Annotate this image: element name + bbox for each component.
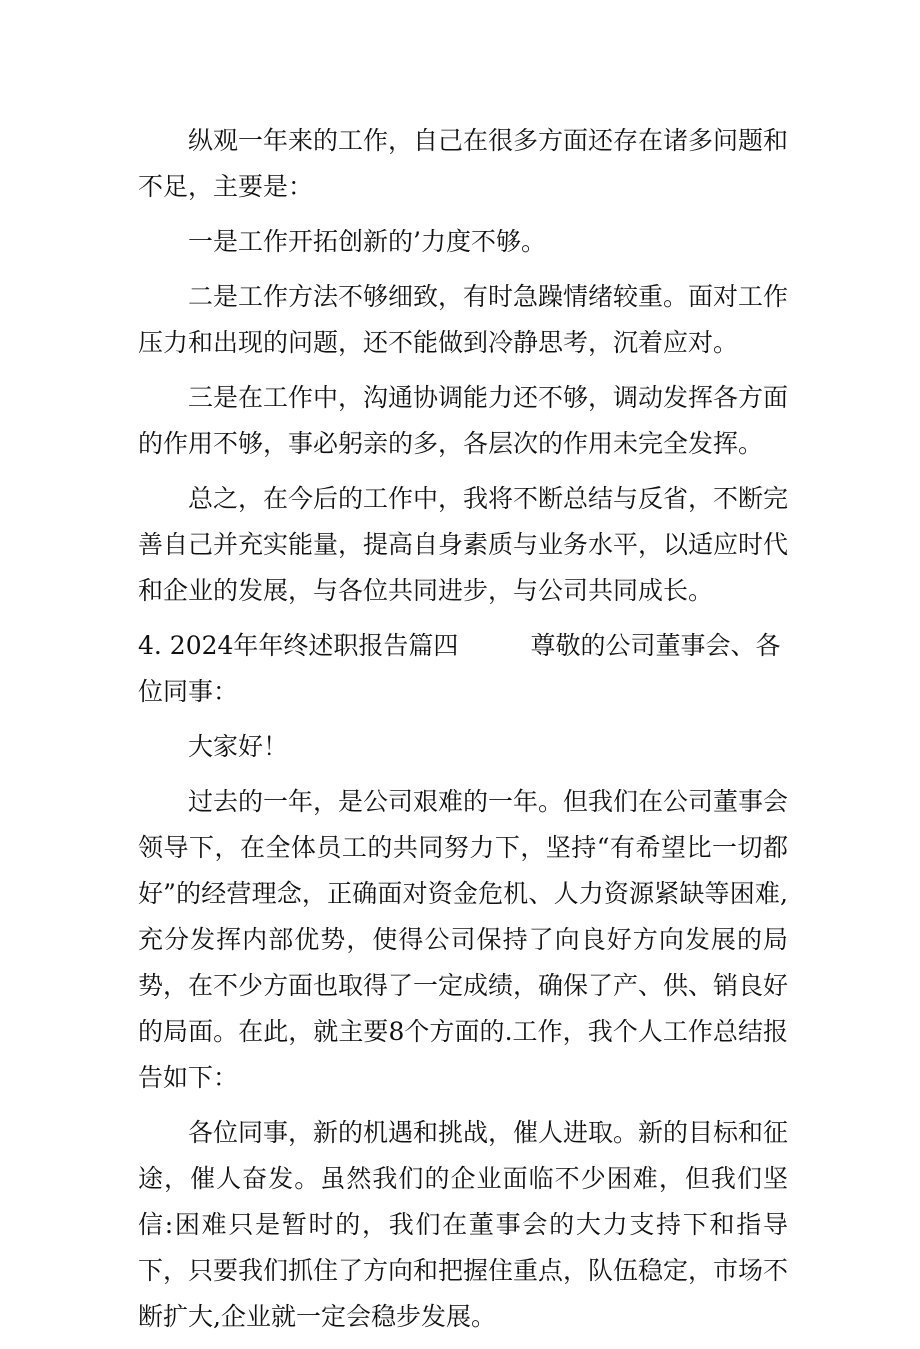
paragraph-shortcomings-intro: 纵观一年来的工作，自己在很多方面还存在诸多问题和不足，主要是： [138, 126, 789, 201]
paragraph-outlook: 各位同事，新的机遇和挑战，催人进取。新的目标和征途，催人奋发。虽然我们的企业面临不少困难，但我们坚信:困难只是暂时的，我们在董事会的大力支持下和指导下，只要我们抓住了方向和把握住重点，队伍稳定，市场不断扩大,企业就一定会稳步发展。 [138, 1118, 789, 1331]
paragraph-year-review: 过去的一年，是公司艰难的一年。但我们在公司董事会领导下，在全体员工的共同努力下，坚持“有希望比一切都好”的经营理念，正确面对资金危机、人力资源紧缺等困难,充分发挥内部优势，使得公司保持了向良好方向发展的局势，在不少方面也取得了一定成绩，确保了产、供、销良好的局面。在此，就主要8个方面的.工作，我个人工作总结报告如下： [138, 787, 789, 1092]
section-heading-line [138, 623, 788, 715]
paragraph-point-two: 二是工作方法不够细致，有时急躁情绪较重。面对工作压力和出现的问题，还不能做到冷静思考，沉着应对。 [138, 282, 789, 357]
section-heading: 4. 2024年年终述职报告篇四 [138, 631, 459, 660]
paragraph-point-one: 一是工作开拓创新的’力度不够。 [188, 227, 546, 256]
document-body [138, 118, 788, 1349]
salutation: 尊敬的公司董事会、各位同事： [138, 631, 781, 706]
paragraph-point-three: 三是在工作中，沟通协调能力还不够，调动发挥各方面的作用不够，事必躬亲的多，各层次的作用未完全发挥。 [138, 383, 789, 458]
paragraph-conclusion: 总之，在今后的工作中，我将不断总结与反省，不断完善自己并充实能量，提高自身素质与业务水平，以适应时代和企业的发展，与各位共同进步，与公司共同成长。 [138, 484, 789, 605]
greeting: 大家好！ [188, 732, 289, 761]
